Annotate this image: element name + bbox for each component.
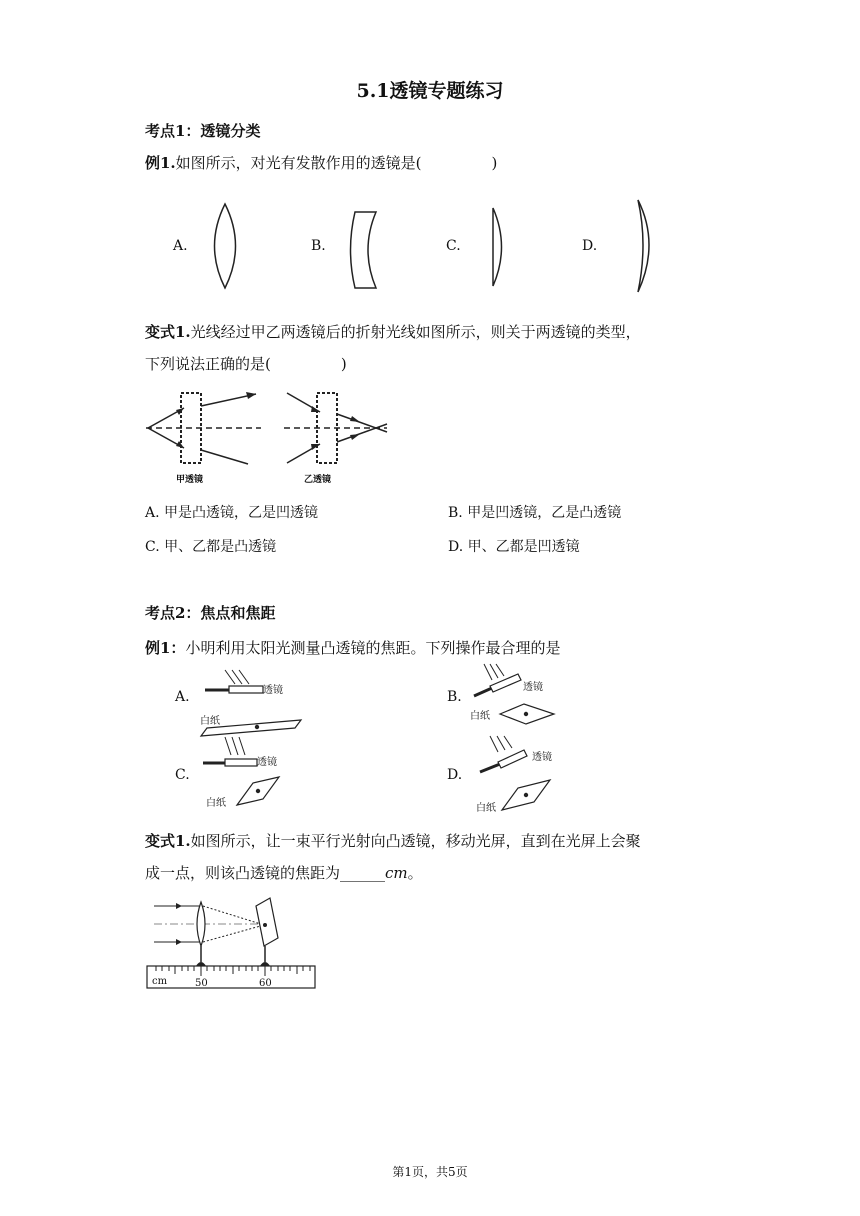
- lens-jia-figure: [146, 388, 266, 468]
- concave-lens-b-figure: [350, 210, 380, 290]
- option-label-d: D.: [447, 767, 463, 783]
- lens-jia-caption: 甲透镜: [176, 475, 204, 485]
- question-end: 。: [407, 864, 423, 882]
- paper-word-c: 白纸: [206, 798, 226, 809]
- page-title: 5.1透镜专题练习: [356, 80, 504, 102]
- question-text: 光线经过甲乙两透镜后的折射光线如图所示，则关于两透镜的类型，: [190, 323, 641, 341]
- question-prefix: 变式1.: [145, 323, 191, 341]
- question-var1-line2: [145, 353, 347, 374]
- plano-convex-lens-c-figure: [488, 206, 510, 288]
- lens-word-b: 透镜: [523, 682, 543, 693]
- option-label-a: A.: [175, 689, 190, 705]
- paper-word-b: 白纸: [470, 711, 490, 722]
- sunlight-setup-a-figure: [205, 668, 315, 738]
- question-var1-s2-line1: [145, 830, 641, 851]
- ruler-unit-label: cm: [152, 976, 168, 987]
- unit-cm: cm: [385, 864, 408, 882]
- option-label-d: D.: [582, 238, 598, 254]
- paper-word-d: 白纸: [476, 803, 496, 814]
- answer-option-c: C. 甲、乙都是凸透镜: [145, 539, 277, 555]
- question-prefix: 例1.: [145, 154, 176, 172]
- lens-yi-figure: [282, 388, 392, 468]
- answer-option-a: A. 甲是凸透镜，乙是凹透镜: [145, 505, 319, 521]
- option-label-b: B.: [447, 689, 462, 705]
- convex-lens-a-figure: [210, 202, 240, 292]
- question-text: 成一点，则该凸透镜的焦距为: [145, 864, 341, 882]
- question-text: 如图所示，让一束平行光射向凸透镜，移动光屏，直到在光屏上会聚: [190, 832, 641, 850]
- section-heading-1: 考点1：透镜分类: [145, 122, 261, 140]
- option-label-c: C.: [175, 767, 190, 783]
- option-label-a: A.: [173, 238, 188, 254]
- ruler-tick-60: 60: [259, 978, 272, 989]
- question-close: ): [340, 355, 347, 373]
- lens-yi-caption: 乙透镜: [304, 475, 332, 485]
- page-footer: 第1页，共5页: [392, 1165, 468, 1179]
- option-label-c: C.: [446, 238, 461, 254]
- question-text: 如图所示，对光有发散作用的透镜是(: [175, 154, 422, 172]
- question-ex1-s2: [145, 637, 560, 658]
- meniscus-lens-d-figure: [628, 196, 658, 296]
- paper-word-a: 白纸: [200, 716, 220, 727]
- lens-word-c: 透镜: [257, 757, 277, 768]
- question-prefix: 例1：: [145, 639, 186, 657]
- question-prefix: 变式1.: [145, 832, 191, 850]
- question-var1-line1: [145, 321, 641, 342]
- lens-word-d: 透镜: [532, 752, 552, 763]
- question-text: 小明利用太阳光测量凸透镜的焦距。下列操作最合理的是: [185, 639, 561, 657]
- ruler-tick-50: 50: [195, 978, 208, 989]
- lens-word-a: 透镜: [263, 685, 283, 696]
- question-ex1: [145, 152, 497, 173]
- answer-option-b: B. 甲是凹透镜，乙是凸透镜: [448, 505, 622, 521]
- section-heading-2: 考点2：焦点和焦距: [145, 604, 276, 622]
- answer-blank: ______: [340, 864, 386, 882]
- question-var1-s2-line2: [145, 862, 423, 883]
- question-close: ): [491, 154, 498, 172]
- option-label-b: B.: [311, 238, 326, 254]
- question-text: 下列说法正确的是(: [145, 355, 271, 373]
- optical-bench-figure: [146, 896, 318, 992]
- answer-option-d: D. 甲、乙都是凹透镜: [448, 539, 580, 555]
